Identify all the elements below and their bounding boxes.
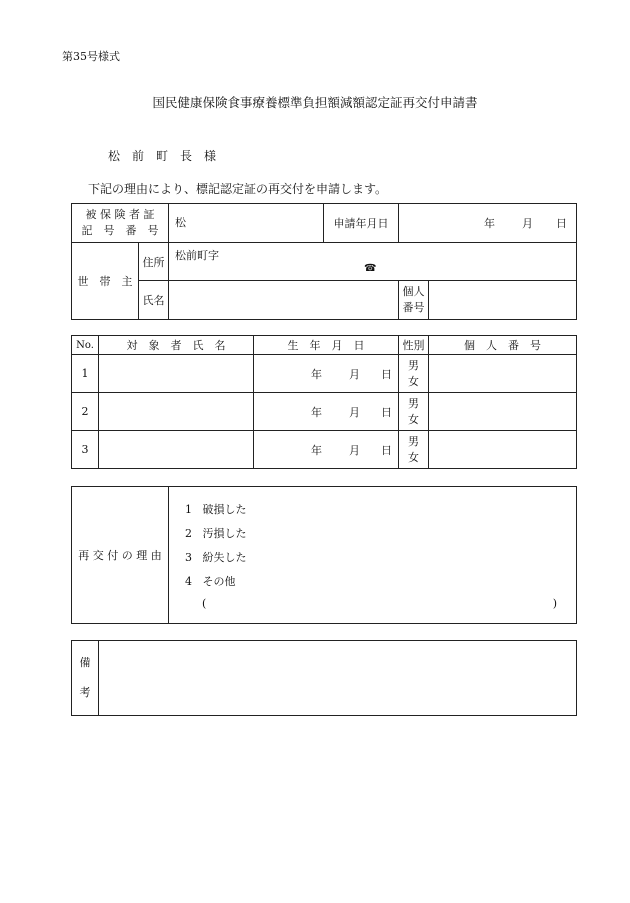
addressee: 松 前 町 長 様: [108, 149, 217, 163]
subjects-table: [71, 335, 577, 469]
remarks-table: [71, 640, 577, 716]
table-row: [72, 393, 577, 431]
sex-field[interactable]: 男 女: [399, 393, 429, 431]
paren-close: ): [552, 597, 557, 610]
header-no: No.: [72, 336, 99, 355]
reason-label: 再 交 付 の 理 由: [72, 487, 169, 624]
subject-name-field[interactable]: [99, 355, 254, 393]
form-number: 第35号様式: [62, 50, 120, 63]
reason-option-4[interactable]: 4 その他: [185, 575, 236, 588]
subjects-header-row: [72, 336, 577, 355]
reason-options: [169, 487, 577, 624]
sex-field[interactable]: 男 女: [399, 431, 429, 469]
insured-number-field[interactable]: 松: [169, 204, 324, 243]
subject-personal-number-field[interactable]: [429, 393, 577, 431]
remarks-field[interactable]: [99, 641, 577, 716]
address-label: 住所: [139, 243, 169, 281]
subject-name-field[interactable]: [99, 393, 254, 431]
table-row: [72, 355, 577, 393]
name-label: 氏名: [139, 281, 169, 320]
household-head-label: 世 帯 主: [72, 243, 139, 320]
reason-option-1[interactable]: 1 破損した: [185, 503, 247, 516]
applicant-table: [71, 203, 577, 320]
paren-open: (: [202, 597, 207, 610]
dob-field[interactable]: 年 月 日: [254, 393, 399, 431]
header-sex: 性別: [399, 336, 429, 355]
personal-number-label: 個人 番号: [399, 281, 429, 320]
reason-option-3[interactable]: 3 紛失した: [185, 551, 247, 564]
header-personal-number: 個 人 番 号: [429, 336, 577, 355]
apply-date-label: 申請年月日: [324, 204, 399, 243]
row-number: 1: [72, 355, 99, 393]
name-field[interactable]: [169, 281, 399, 320]
reason-option-2[interactable]: 2 汚損した: [185, 527, 247, 540]
dob-field[interactable]: 年 月 日: [254, 431, 399, 469]
phone-icon: ☎: [364, 263, 377, 274]
subject-name-field[interactable]: [99, 431, 254, 469]
subject-personal-number-field[interactable]: [429, 431, 577, 469]
address-field[interactable]: 松前町字 ☎: [169, 243, 577, 281]
lead-text: 下記の理由により、標記認定証の再交付を申請します。: [88, 182, 388, 196]
subject-personal-number-field[interactable]: [429, 355, 577, 393]
reason-table: [71, 486, 577, 624]
insured-number-label: 被 保 険 者 証 記 号 番 号: [72, 204, 169, 243]
remarks-label: 備 考: [72, 641, 99, 716]
apply-date-field[interactable]: 年 月 日: [399, 204, 577, 243]
table-row: [72, 431, 577, 469]
personal-number-field[interactable]: [429, 281, 577, 320]
sex-field[interactable]: 男 女: [399, 355, 429, 393]
row-number: 2: [72, 393, 99, 431]
header-name: 対 象 者 氏 名: [99, 336, 254, 355]
row-number: 3: [72, 431, 99, 469]
page-title: 国民健康保険食事療養標準負担額減額認定証再交付申請書: [152, 95, 478, 110]
other-reason-field[interactable]: [202, 597, 557, 610]
dob-field[interactable]: 年 月 日: [254, 355, 399, 393]
header-dob: 生 年 月 日: [254, 336, 399, 355]
